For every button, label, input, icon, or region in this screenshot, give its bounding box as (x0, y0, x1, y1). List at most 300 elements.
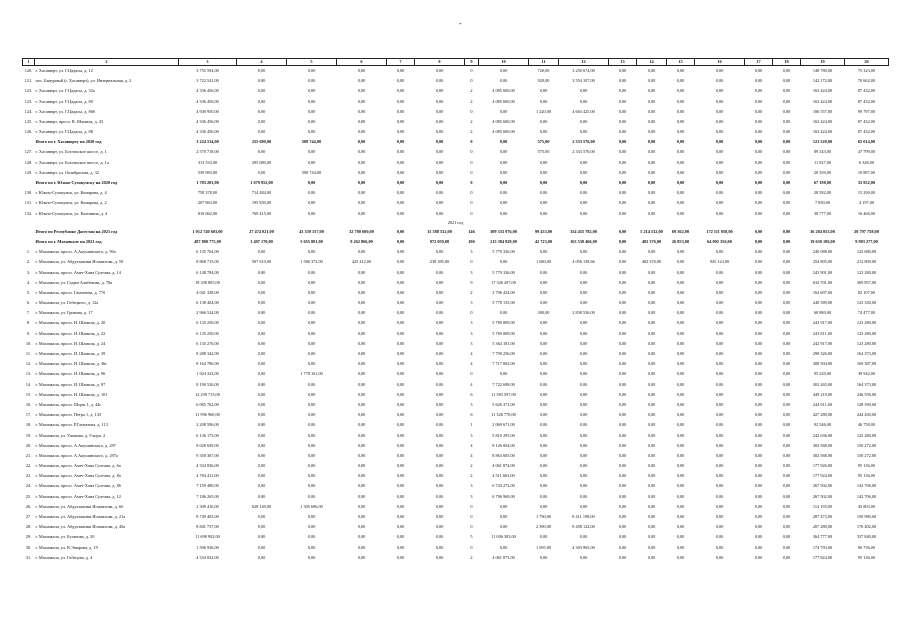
row-address-cell: г. Махачкала, ул. Гобецова, д. 4 (35, 554, 93, 560)
value-cell: 0,00 (618, 78, 627, 84)
value-cell: 0,00 (357, 381, 366, 387)
value-cell: 0,00 (782, 159, 791, 165)
value-cell: 15 290,00 (857, 190, 876, 196)
value-cell: 2 (470, 554, 473, 560)
value-cell: 487 800 775,00 (194, 238, 221, 244)
value-cell: 0,00 (539, 98, 548, 104)
value-cell: 0,00 (782, 67, 791, 73)
value-cell: 0 (470, 371, 473, 377)
value-cell: 2 333 576,00 (572, 139, 595, 145)
value-cell: 0,00 (782, 249, 791, 255)
row-number-cell: 21. (25, 452, 32, 458)
value-cell: 0,00 (539, 320, 548, 326)
value-cell: 0,00 (647, 249, 656, 255)
row-number-cell: 131. (24, 200, 33, 206)
value-cell: 0,00 (307, 300, 316, 306)
table-row (23, 148, 889, 158)
value-cell: 0,00 (396, 422, 405, 428)
value-cell: 18 338 805,00 (195, 279, 220, 285)
value-cell: 0,00 (647, 463, 656, 469)
value-cell: 0,00 (307, 381, 316, 387)
value-cell: 0,00 (435, 483, 444, 489)
value-cell: 0,00 (539, 401, 548, 407)
value-cell: 9 983 277,00 (855, 238, 878, 244)
value-cell: 5 214 532,00 (640, 228, 663, 234)
value-cell: 0,00 (396, 129, 405, 135)
value-cell: 0,00 (307, 401, 316, 407)
value-cell: 0,00 (579, 98, 588, 104)
value-cell: 0,00 (396, 514, 405, 519)
value-cell: 0,00 (618, 310, 627, 316)
value-cell: 0,00 (676, 534, 685, 540)
value-cell: 0,00 (754, 442, 763, 448)
value-cell: 47 799,00 (857, 149, 876, 155)
value-cell: 0,00 (579, 269, 588, 275)
value-cell: 90 736,00 (857, 544, 876, 550)
value-cell: 0,00 (539, 503, 548, 509)
value-cell: 0,00 (782, 139, 791, 145)
value-cell: 0,00 (357, 483, 366, 489)
value-cell: 5 626 371,00 (492, 401, 515, 407)
value-cell: 0,00 (647, 340, 656, 346)
value-cell: 0,00 (579, 412, 588, 418)
row-number-cell: 19. (25, 432, 32, 438)
value-cell: 0,00 (647, 391, 656, 397)
table-row (23, 247, 889, 257)
value-cell: 508 744,00 (301, 169, 322, 175)
row-address-cell: г. Хасавюрт, ул. Ботлихское шоссе, д. 1а (35, 159, 109, 165)
row-address-cell: г. Махачкала, просп. И. Шамиля, д. 20 (35, 320, 106, 326)
value-cell: 0,00 (435, 534, 444, 540)
value-cell: 0,00 (782, 310, 791, 316)
value-cell: 0,00 (357, 371, 366, 377)
value-cell: 0,00 (307, 108, 316, 114)
value-cell: 0,00 (618, 493, 627, 499)
row-number-cell: 11. (25, 351, 32, 356)
value-cell: 0,00 (257, 524, 266, 530)
row-address-cell: пос. Бамурный (г. Хасавюрт), ул. Интернальная, д. 2 (35, 78, 132, 84)
value-cell: 0,00 (618, 514, 627, 519)
value-cell: 0,00 (754, 503, 763, 509)
value-cell: 0,00 (396, 554, 405, 560)
value-cell: 3 (470, 330, 473, 336)
value-cell: 758 378,00 (197, 190, 218, 196)
value-cell: 1 924 323,00 (196, 371, 219, 377)
subtotal-row (23, 237, 889, 247)
row-address-cell: г. Махачкала, ул. Гаджи Алибекова, д. 78а (35, 279, 113, 285)
value-cell: 0,00 (499, 259, 508, 265)
value-cell: 0,00 (435, 503, 444, 509)
value-cell: 0,00 (715, 340, 724, 346)
value-cell: 0,00 (715, 544, 724, 550)
row-address-cell: г. Махачкала, просп. Амет-Хана Султана, д. 6а (35, 463, 121, 469)
value-cell: 163 538 466,00 (570, 238, 597, 244)
value-cell: 95 136,00 (857, 473, 876, 479)
value-cell: 11 827,00 (813, 159, 832, 165)
value-cell: 1 679 952,00 (250, 180, 273, 185)
value-cell: 0,00 (257, 514, 266, 519)
value-cell: 0,00 (307, 98, 316, 104)
value-cell: 0,00 (715, 279, 724, 285)
row-number-cell: 8. (26, 320, 31, 326)
value-cell: 0,00 (782, 300, 791, 306)
value-cell: 4 336 456,00 (196, 98, 219, 104)
value-cell: 123 280,00 (856, 330, 877, 336)
value-cell: 0,00 (307, 452, 316, 458)
value-cell: 0,00 (307, 279, 316, 285)
value-cell: 0,00 (257, 554, 266, 560)
value-cell: 0,00 (396, 493, 405, 499)
value-cell: 1 506 936,00 (196, 544, 219, 550)
value-cell: 0,00 (257, 371, 266, 377)
value-cell: 0,00 (782, 391, 791, 397)
value-cell: 0,00 (618, 169, 627, 175)
value-cell: 0,00 (539, 269, 548, 275)
value-cell: 74 477,00 (857, 310, 876, 316)
value-cell: 0,00 (754, 483, 763, 489)
value-cell: 0,00 (579, 371, 588, 377)
value-cell: 0,00 (396, 524, 405, 530)
value-cell: 1 783 203,00 (196, 180, 219, 185)
value-cell: 5 (470, 534, 473, 540)
value-cell: 106 (468, 238, 475, 244)
value-cell: 65 014,00 (857, 139, 876, 145)
value-cell: 0,00 (579, 169, 588, 175)
value-cell: 369 857,00 (856, 279, 877, 285)
value-cell: 0,00 (579, 452, 588, 458)
value-cell: 0,00 (676, 503, 685, 509)
value-cell: 2 (470, 98, 473, 104)
value-cell: 354 455 782,00 (570, 228, 597, 234)
value-cell: 0,00 (618, 118, 627, 124)
value-cell: 0,00 (307, 269, 316, 275)
row-number-cell: 128. (24, 159, 33, 165)
value-cell: 0,00 (754, 279, 763, 285)
value-cell: 0,00 (782, 169, 791, 175)
value-cell: 0,00 (715, 432, 724, 438)
row-address-cell: г. Хасавюрт, ул. Г.Цадасы, д. 86б (35, 108, 96, 114)
value-cell: 4 061 874,00 (492, 463, 515, 469)
value-cell: 0,00 (715, 149, 724, 155)
value-cell: 142 172,00 (812, 78, 833, 84)
value-cell: 0,00 (647, 269, 656, 275)
row-address-cell: г. Махачкала, просп. Амет-Хана Султана, д. 86 (35, 483, 121, 489)
value-cell: 0,00 (782, 422, 791, 428)
value-cell: 6 138 404,00 (196, 300, 219, 306)
value-cell: 0,00 (715, 330, 724, 336)
column-number-cell: 8 (415, 59, 465, 66)
value-cell: 0,00 (539, 159, 548, 165)
value-cell: 0,00 (357, 180, 366, 185)
value-cell: 7 186 265,00 (196, 493, 219, 499)
value-cell: 0,00 (676, 381, 685, 387)
value-cell: 0,00 (618, 238, 627, 244)
value-cell: 0,00 (257, 544, 266, 550)
table-row (23, 86, 889, 96)
value-cell: 0,00 (396, 200, 405, 206)
value-cell: 0,00 (676, 149, 685, 155)
value-cell: 0,00 (676, 289, 685, 295)
value-cell: 972 059,00 (429, 238, 450, 244)
value-cell: 0,00 (647, 371, 656, 377)
value-cell: 99 797,00 (857, 108, 876, 114)
value-cell: 0,00 (715, 67, 724, 73)
value-cell: 0,00 (782, 330, 791, 336)
value-cell: 0,00 (715, 300, 724, 306)
value-cell: 0,00 (647, 108, 656, 114)
table-row (23, 278, 889, 288)
value-cell: 427 280,00 (812, 412, 833, 418)
value-cell: 17 326 207,00 (491, 279, 516, 285)
value-cell: 0,00 (754, 200, 763, 206)
value-cell: 0,00 (579, 473, 588, 479)
value-cell: 0 (470, 190, 473, 196)
value-cell: 0,00 (754, 228, 763, 234)
value-cell: 0,00 (754, 139, 763, 145)
value-cell: 0,00 (257, 422, 266, 428)
value-cell: 46 758,00 (857, 422, 876, 428)
value-cell: 6 135 276,00 (196, 340, 219, 346)
value-cell: 0,00 (257, 118, 266, 124)
value-cell: 5 779 336,00 (492, 269, 515, 275)
value-cell: 87 432,00 (857, 118, 876, 124)
value-cell: 0,00 (357, 361, 366, 367)
value-cell: 0,00 (579, 503, 588, 509)
value-cell: 4 085 600,00 (492, 88, 515, 94)
value-cell: 0,00 (715, 118, 724, 124)
value-cell: 0,00 (539, 180, 548, 185)
value-cell: 0 (470, 259, 473, 265)
value-cell: 0,00 (579, 463, 588, 469)
value-cell: 0,00 (647, 554, 656, 560)
value-cell: 67 198,00 (813, 180, 832, 185)
row-number-cell: 129. (24, 169, 33, 175)
table-row (23, 512, 889, 522)
value-cell: 0,00 (307, 129, 316, 135)
value-cell: 628 149,00 (251, 503, 272, 509)
value-cell: 150 272,00 (856, 452, 877, 458)
column-number-cell: 2 (35, 59, 179, 66)
value-cell: 0,00 (539, 391, 548, 397)
value-cell: 0,00 (539, 432, 548, 438)
value-cell: 0,00 (257, 412, 266, 418)
value-cell: 0,00 (647, 159, 656, 165)
row-number-cell: 17. (25, 412, 32, 418)
value-cell: 0,00 (676, 200, 685, 206)
value-cell: 8 411 198,00 (572, 514, 595, 519)
value-cell: 70 662,00 (857, 78, 876, 84)
value-cell: 0,00 (676, 259, 685, 265)
value-cell: 0,00 (754, 159, 763, 165)
value-cell: 0,00 (435, 210, 444, 216)
value-cell: 163 424,00 (812, 129, 833, 135)
value-cell: 0,00 (782, 279, 791, 285)
value-cell: 0,00 (754, 190, 763, 196)
value-cell: 0,00 (754, 452, 763, 458)
value-cell: 2 570 718,00 (196, 149, 219, 155)
value-cell: 0,00 (499, 190, 508, 196)
value-cell: 35 952,00 (857, 180, 876, 185)
value-cell: 238 385,00 (429, 259, 450, 265)
value-cell: 0,00 (307, 320, 316, 326)
value-cell: 142 706,00 (856, 483, 877, 489)
value-cell: 267 502,00 (812, 483, 833, 489)
value-cell: 0,00 (782, 289, 791, 295)
row-number-cell (23, 137, 35, 147)
value-cell: 0,00 (715, 473, 724, 479)
value-cell: 2 390,00 (535, 524, 552, 530)
value-cell: 4 949 950,00 (196, 108, 219, 114)
value-cell: 11 583 597,00 (491, 391, 516, 397)
value-cell: 0,00 (618, 129, 627, 135)
value-cell: 1 (470, 422, 473, 428)
value-cell: 300,00 (537, 310, 550, 316)
value-cell: 0 (470, 180, 473, 185)
value-cell: 0,00 (396, 238, 405, 244)
row-number-cell: 13. (25, 371, 32, 377)
value-cell: 0,00 (782, 442, 791, 448)
value-cell: 0,00 (618, 289, 627, 295)
value-cell: 0,00 (357, 67, 366, 73)
row-number-cell: 29. (25, 534, 32, 540)
value-cell: 0 (470, 310, 473, 316)
value-cell: 0,00 (435, 88, 444, 94)
value-cell: 0,00 (647, 118, 656, 124)
value-cell: 8 288 342,00 (196, 351, 219, 356)
value-cell: 8 749 403,00 (196, 514, 219, 519)
value-cell: 0,00 (435, 381, 444, 387)
row-address-cell: г. Махачкала, просп. Амет-Хана Султана, д. 12 (35, 493, 121, 499)
value-cell: 0,00 (435, 108, 444, 114)
value-cell: 0,00 (676, 442, 685, 448)
value-cell: 8 190 526,00 (196, 381, 219, 387)
value-cell: 0,00 (647, 493, 656, 499)
value-cell: 0,00 (676, 401, 685, 407)
value-cell: 0,00 (647, 180, 656, 185)
row-number-cell (23, 237, 35, 247)
table-row (23, 461, 889, 471)
value-cell: 0,00 (647, 78, 656, 84)
value-cell: 0,00 (257, 473, 266, 479)
value-cell: 0,00 (257, 483, 266, 489)
value-cell: 0,00 (715, 401, 724, 407)
value-cell: 0,00 (257, 300, 266, 306)
row-address-cell: г. Махачкала, ул. Буганова, д. 20 (35, 534, 95, 540)
value-cell: 0,00 (307, 493, 316, 499)
row-number-cell: 22. (25, 463, 32, 469)
value-cell: 0,00 (754, 300, 763, 306)
value-cell: 0,00 (357, 351, 366, 356)
row-address-cell: г. Хасавюрт, ул. Ботлихское шоссе, д. 1 (35, 149, 107, 155)
row-number-cell: 6. (26, 300, 31, 306)
value-cell: 0,00 (618, 381, 627, 387)
value-cell: 0,00 (396, 340, 405, 346)
value-cell: 0,00 (539, 473, 548, 479)
value-cell: 3 554 107,00 (572, 78, 595, 84)
row-number-cell: 28. (25, 524, 32, 530)
value-cell: 4 511 663,00 (492, 473, 515, 479)
value-cell: 0,00 (435, 169, 444, 175)
value-cell: 0,00 (754, 149, 763, 155)
value-cell: 0,00 (435, 139, 444, 145)
value-cell: 0,00 (715, 483, 724, 489)
value-cell: 0,00 (754, 118, 763, 124)
value-cell: 60 880,00 (813, 310, 832, 316)
value-cell: 0,00 (579, 300, 588, 306)
value-cell: 0,00 (307, 442, 316, 448)
row-address-cell: г. Хасавюрт, ул. Г.Цадасы, д. 12 (35, 67, 93, 73)
value-cell: 0,00 (715, 289, 724, 295)
value-cell: 8 126 004,00 (492, 442, 515, 448)
value-cell: 0,00 (618, 340, 627, 346)
value-cell: 769 415,00 (251, 210, 272, 216)
value-cell: 0,00 (676, 67, 685, 73)
table-row (23, 543, 889, 553)
value-cell: 0,00 (307, 310, 316, 316)
value-cell: 0,00 (257, 351, 266, 356)
value-cell: 0,00 (782, 351, 791, 356)
value-cell: 5 779 336,00 (492, 249, 515, 255)
value-cell: 3 (470, 269, 473, 275)
value-cell: 0,00 (357, 422, 366, 428)
value-cell: 123 280,00 (856, 340, 877, 346)
value-cell: 16 466,00 (857, 210, 876, 216)
row-number-cell: 24. (25, 483, 32, 489)
value-cell: 0,00 (647, 300, 656, 306)
value-cell: 0,00 (257, 330, 266, 336)
column-number-cell: 9 (465, 59, 479, 66)
table-row (23, 329, 889, 339)
subtotal-row (23, 227, 889, 237)
value-cell: 0,00 (676, 159, 685, 165)
value-cell: 0,00 (307, 544, 316, 550)
value-cell: 6 (470, 412, 473, 418)
value-cell: 0,00 (307, 190, 316, 196)
value-cell: 0,00 (307, 340, 316, 346)
value-cell: 0,00 (539, 442, 548, 448)
value-cell: 0,00 (499, 310, 508, 316)
value-cell: 945 123,00 (709, 259, 730, 265)
value-cell: 0,00 (357, 340, 366, 346)
value-cell: 0,00 (357, 310, 366, 316)
value-cell: 244 430,00 (856, 412, 877, 418)
value-cell: 0,00 (782, 149, 791, 155)
value-cell: 0,00 (618, 503, 627, 509)
value-cell: 1 790,00 (535, 514, 552, 519)
value-cell: 1 220,00 (535, 108, 552, 114)
budget-table-container (22, 58, 888, 563)
table-row (23, 451, 889, 461)
value-cell: 0,00 (782, 200, 791, 206)
table-row (23, 188, 889, 198)
value-cell: 30 777,00 (813, 210, 832, 216)
value-cell: 0,00 (782, 98, 791, 104)
value-cell: 0,00 (676, 351, 685, 356)
value-cell: 0,00 (257, 340, 266, 346)
value-cell: 0,00 (676, 361, 685, 367)
value-cell: 0,00 (396, 159, 405, 165)
value-cell: 0,00 (396, 473, 405, 479)
value-cell: 0,00 (499, 210, 508, 216)
value-cell: 0 (470, 200, 473, 206)
value-cell: 64 092 356,00 (707, 238, 732, 244)
value-cell: 0,00 (435, 473, 444, 479)
row-address-cell: г. Южно-Сухокумск, ул. Комарова, д. 4 (35, 190, 107, 196)
value-cell: 0,00 (676, 422, 685, 428)
value-cell: 11 006 383,00 (491, 534, 516, 540)
value-cell: 4 085 600,00 (492, 118, 515, 124)
value-cell: 0,00 (357, 159, 366, 165)
